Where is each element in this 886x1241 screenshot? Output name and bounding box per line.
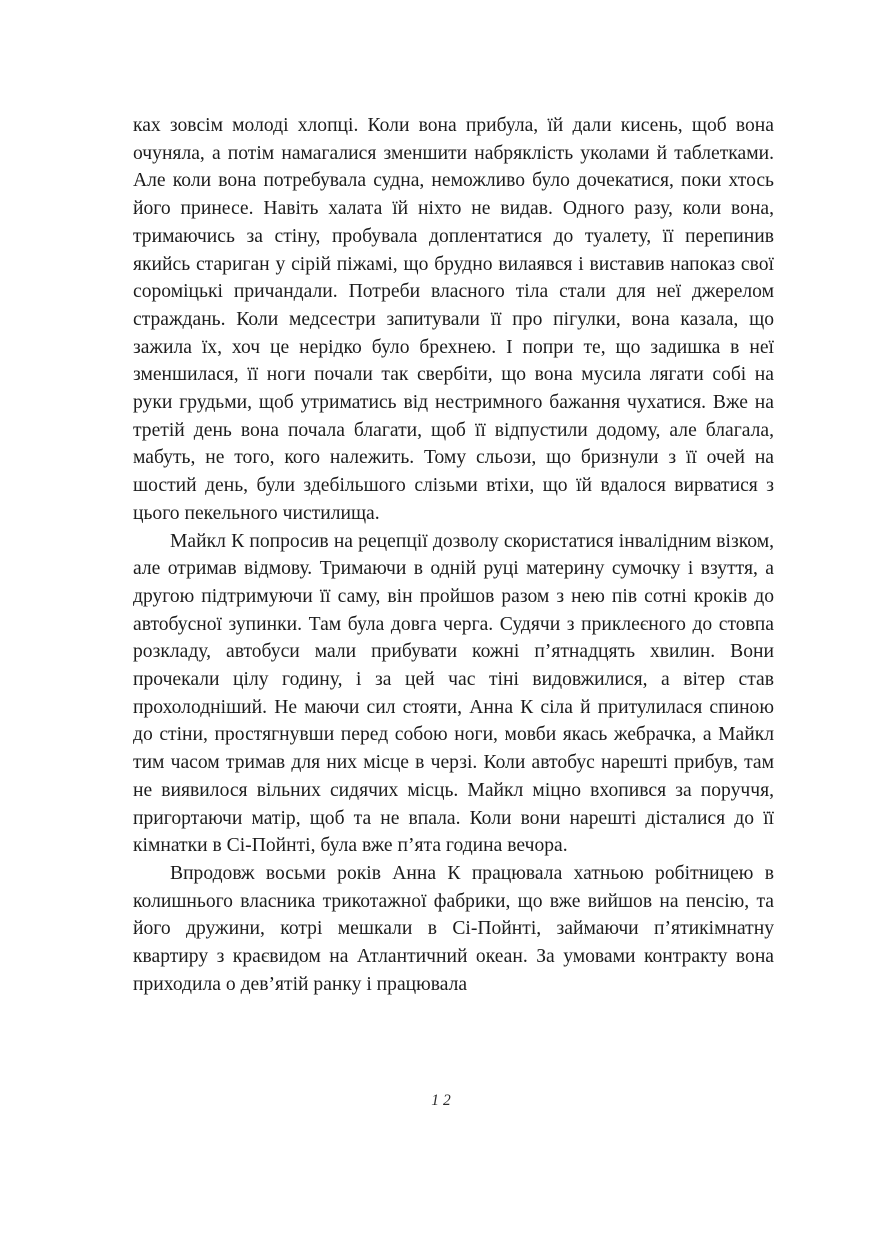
paragraph: Впродовж восьми років Анна К працювала хатньою робітницею в колишнього власника трикотажної фабрики, що вже вийшов на пенсію, та його дружини, котрі мешкали в Сі-Пойнті, займаючи п’ятикімнатну квартиру з краєвидом на Атлантичний океан. За умовами контракту вона приходила о дев’ятій ранку і працювала xyxy=(133,862,774,995)
page-number: 12 xyxy=(431,1092,455,1109)
paragraph-continuation: ках зовсім молоді хлопці. Коли вона прибула, їй дали кисень, щоб вона очуняла, а потім намагалися зменшити набряклість уколами й таблетками. Але коли вона потребувала судна, неможливо було дочекатися, поки хтось його принесе. Навіть халата їй ніхто не видав. Одного разу, коли вона, тримаючись за стіну, пробувала доплентатися до туалету, її перепинив якийсь стариган у сірій піжамі, що брудно вилаявся і виставив напоказ свої сороміцькі причандали. Потреби власного тіла стали для неї джерелом страждань. Коли медсестри запитували її про пігулки, вона казала, що зажила їх, хоч це нерідко було брехнею. І попри те, що задишка в неї зменшилася, її ноги почали так свербіти, що вона мусила лягати собі на руки грудьми, щоб утриматись від нестримного бажання чухатися. Вже на третій день вона почала благати, щоб її відпустили додому, але благала, мабуть, не того, кого належить. Тому сльози, що бризнули з її очей на шостий день, були здебільшого слізьми втіхи, що їй вдалося вирватися з цього пекельного чистилища. xyxy=(133,115,774,524)
paragraph: Майкл К попросив на рецепції дозволу скористатися інвалідним візком, але отримав відмову. Тримаючи в одній руці материну сумочку і взуття, а другою підтримуючи її саму, він пройшов разом з нею пів сотні кроків до автобусної зупинки. Там була довга черга. Судячи з приклеєного до стовпа розкладу, автобуси мали прибувати кожні п’ятнадцять хвилин. Вони прочекали цілу годину, і за цей час тіні видовжилися, а вітер став прохолодніший. Не маючи сил стояти, Анна К сіла й притулилася спиною до стіни, простягнувши перед собою ноги, мовби якась жебрачка, а Майкл тим часом тримав для них місце в черзі. Коли автобус нарешті прибув, там не виявилося вільних сидячих місць. Майкл міцно вхопився за поруччя, пригортаючи матір, щоб та не впала. Коли вони нарешті дісталися до її кімнатки в Сі-Пойнті, була вже п’ята година вечора. xyxy=(133,530,774,857)
page-text-block xyxy=(133,112,774,999)
